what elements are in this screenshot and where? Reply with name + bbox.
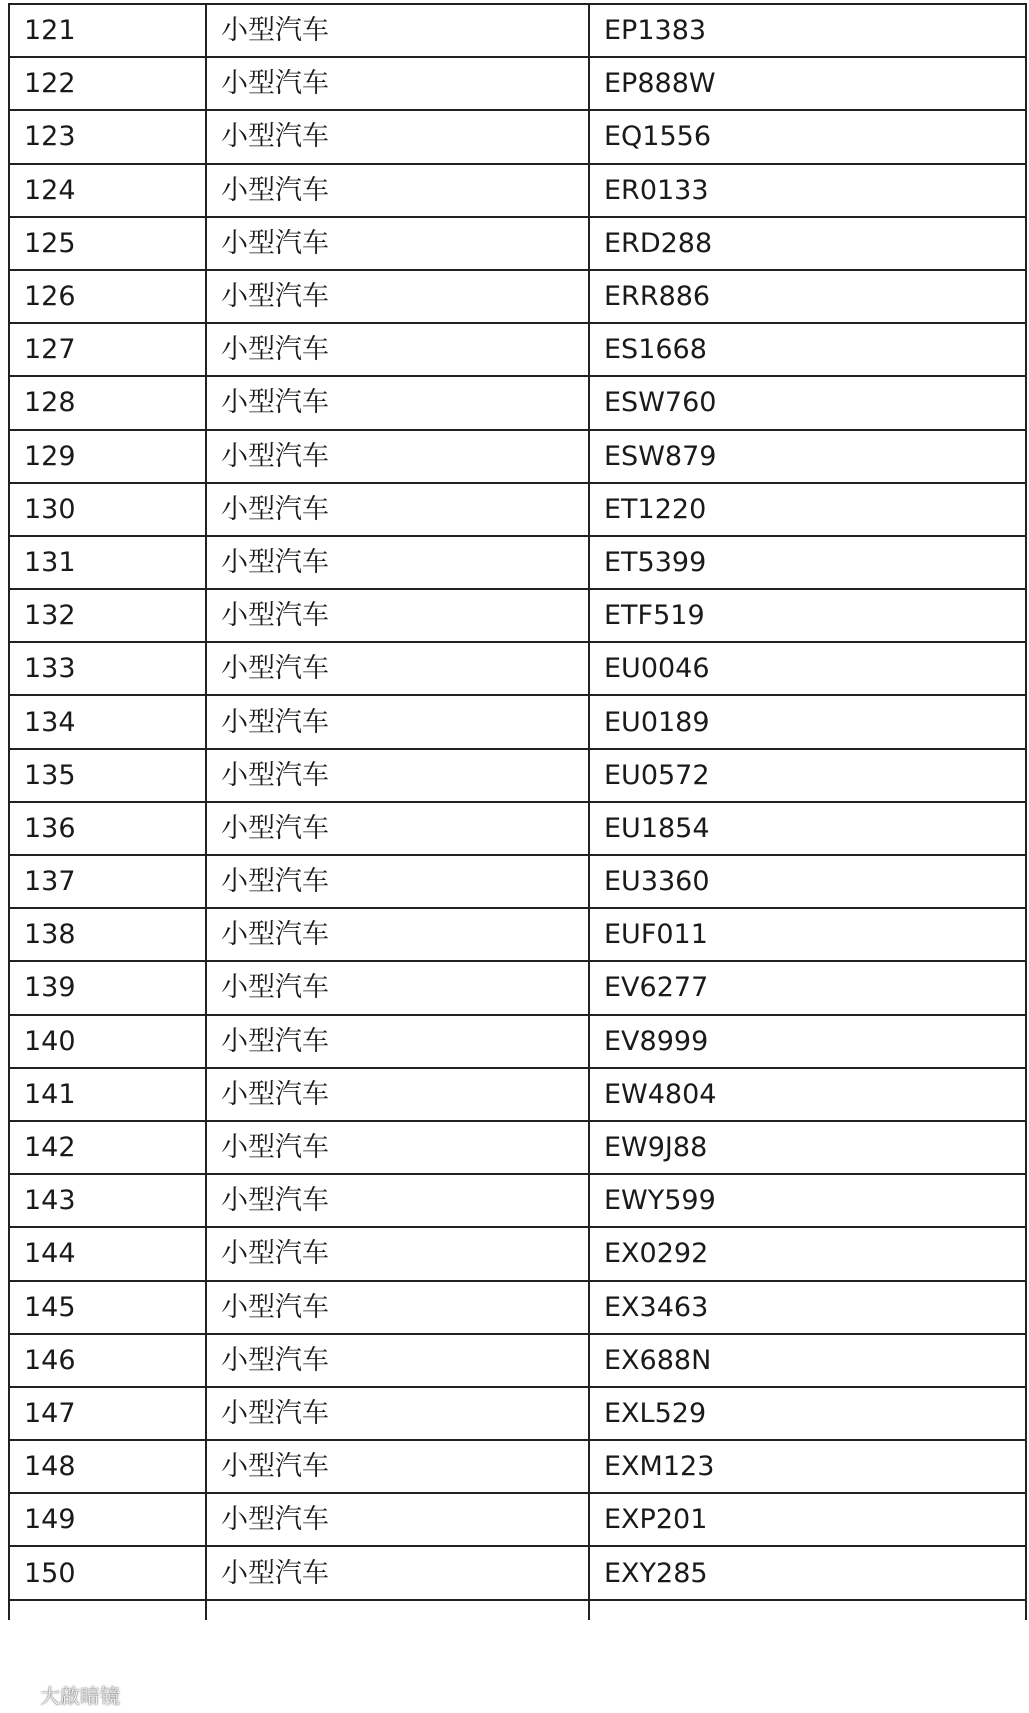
table-row	[9, 270, 1026, 323]
row-number-cell: 149	[9, 1493, 206, 1546]
table-row	[9, 430, 1026, 483]
vehicle-type-cell: 小型汽车	[206, 1387, 589, 1440]
vehicle-type-cell: 小型汽车	[206, 164, 589, 217]
table-row	[9, 1281, 1026, 1334]
row-number-cell: 141	[9, 1068, 206, 1121]
table-row	[9, 749, 1026, 802]
vehicle-type-cell: 小型汽车	[206, 536, 589, 589]
plate-number-cell: EU0572	[589, 749, 1026, 802]
plate-number-cell: EWY599	[589, 1174, 1026, 1227]
row-number-cell: 130	[9, 483, 206, 536]
plate-number-cell: EP888W	[589, 57, 1026, 110]
vehicle-type-cell: 小型汽车	[206, 270, 589, 323]
plate-number-cell: ES1668	[589, 323, 1026, 376]
plate-number-cell: ESW879	[589, 430, 1026, 483]
row-number-cell: 132	[9, 589, 206, 642]
vehicle-type-cell: 小型汽车	[206, 589, 589, 642]
row-number-cell: 143	[9, 1174, 206, 1227]
vehicle-type-cell: 小型汽车	[206, 802, 589, 855]
row-number-cell: 129	[9, 430, 206, 483]
table-row	[9, 589, 1026, 642]
table-row	[9, 961, 1026, 1014]
table-row	[9, 1174, 1026, 1227]
plate-number-cell: ERD288	[589, 217, 1026, 270]
table-row	[9, 1227, 1026, 1280]
row-number-cell: 145	[9, 1281, 206, 1334]
row-number-cell: 127	[9, 323, 206, 376]
vehicle-type-cell: 小型汽车	[206, 1227, 589, 1280]
row-number-cell: 123	[9, 110, 206, 163]
table-row	[9, 695, 1026, 748]
row-number-cell: 122	[9, 57, 206, 110]
table-row	[9, 1493, 1026, 1546]
row-number-cell: 138	[9, 908, 206, 961]
table-cell-empty	[9, 1600, 206, 1620]
vehicle-type-cell: 小型汽车	[206, 642, 589, 695]
row-number-cell: 121	[9, 4, 206, 57]
vehicle-type-cell: 小型汽车	[206, 1174, 589, 1227]
plate-number-cell: EQ1556	[589, 110, 1026, 163]
table-row-partial	[9, 1600, 1026, 1620]
plate-number-cell: ET5399	[589, 536, 1026, 589]
vehicle-type-cell: 小型汽车	[206, 1334, 589, 1387]
table-cell-empty	[589, 1600, 1026, 1620]
watermark	[14, 1680, 120, 1709]
weibo-logo-icon	[14, 1686, 36, 1704]
table-row	[9, 1068, 1026, 1121]
row-number-cell: 135	[9, 749, 206, 802]
vehicle-type-cell: 小型汽车	[206, 1121, 589, 1174]
vehicle-type-cell: 小型汽车	[206, 110, 589, 163]
row-number-cell: 150	[9, 1546, 206, 1599]
row-number-cell: 139	[9, 961, 206, 1014]
plate-number-cell: EX688N	[589, 1334, 1026, 1387]
table-row	[9, 57, 1026, 110]
vehicle-type-cell: 小型汽车	[206, 749, 589, 802]
vehicle-plate-table	[8, 3, 1027, 1620]
plate-number-cell: EXM123	[589, 1440, 1026, 1493]
table-row	[9, 4, 1026, 57]
row-number-cell: 140	[9, 1015, 206, 1068]
vehicle-type-cell: 小型汽车	[206, 4, 589, 57]
vehicle-type-cell: 小型汽车	[206, 1068, 589, 1121]
watermark-text: 大啟暗镜	[40, 1684, 120, 1708]
plate-number-cell: ETF519	[589, 589, 1026, 642]
row-number-cell: 136	[9, 802, 206, 855]
row-number-cell: 144	[9, 1227, 206, 1280]
plate-number-cell: EUF011	[589, 908, 1026, 961]
table-cell-empty	[206, 1600, 589, 1620]
vehicle-type-cell: 小型汽车	[206, 217, 589, 270]
table-row	[9, 1015, 1026, 1068]
plate-number-cell: EW9J88	[589, 1121, 1026, 1174]
table-row	[9, 908, 1026, 961]
plate-number-cell: EU0046	[589, 642, 1026, 695]
plate-number-cell: EW4804	[589, 1068, 1026, 1121]
table-row	[9, 1387, 1026, 1440]
vehicle-type-cell: 小型汽车	[206, 376, 589, 429]
vehicle-type-cell: 小型汽车	[206, 1440, 589, 1493]
row-number-cell: 146	[9, 1334, 206, 1387]
row-number-cell: 148	[9, 1440, 206, 1493]
plate-number-cell: EXY285	[589, 1546, 1026, 1599]
table-row	[9, 110, 1026, 163]
plate-number-cell: EX3463	[589, 1281, 1026, 1334]
row-number-cell: 137	[9, 855, 206, 908]
table-row	[9, 164, 1026, 217]
vehicle-type-cell: 小型汽车	[206, 1546, 589, 1599]
vehicle-type-cell: 小型汽车	[206, 1281, 589, 1334]
plate-number-cell: EP1383	[589, 4, 1026, 57]
table-row	[9, 855, 1026, 908]
table-body	[9, 4, 1026, 1620]
row-number-cell: 147	[9, 1387, 206, 1440]
plate-number-cell: ESW760	[589, 376, 1026, 429]
vehicle-type-cell: 小型汽车	[206, 430, 589, 483]
row-number-cell: 128	[9, 376, 206, 429]
plate-number-cell: EU0189	[589, 695, 1026, 748]
vehicle-plate-table-container	[8, 3, 1025, 1620]
plate-number-cell: EXP201	[589, 1493, 1026, 1546]
table-row	[9, 323, 1026, 376]
vehicle-type-cell: 小型汽车	[206, 1015, 589, 1068]
table-row	[9, 642, 1026, 695]
vehicle-type-cell: 小型汽车	[206, 1493, 589, 1546]
table-row	[9, 802, 1026, 855]
row-number-cell: 142	[9, 1121, 206, 1174]
table-row	[9, 217, 1026, 270]
row-number-cell: 133	[9, 642, 206, 695]
row-number-cell: 124	[9, 164, 206, 217]
table-row	[9, 1440, 1026, 1493]
table-row	[9, 1546, 1026, 1599]
table-row	[9, 1121, 1026, 1174]
vehicle-type-cell: 小型汽车	[206, 855, 589, 908]
plate-number-cell: EX0292	[589, 1227, 1026, 1280]
plate-number-cell: ET1220	[589, 483, 1026, 536]
plate-number-cell: EV6277	[589, 961, 1026, 1014]
vehicle-type-cell: 小型汽车	[206, 961, 589, 1014]
row-number-cell: 134	[9, 695, 206, 748]
row-number-cell: 126	[9, 270, 206, 323]
plate-number-cell: EU1854	[589, 802, 1026, 855]
vehicle-type-cell: 小型汽车	[206, 695, 589, 748]
table-row	[9, 536, 1026, 589]
row-number-cell: 131	[9, 536, 206, 589]
vehicle-type-cell: 小型汽车	[206, 57, 589, 110]
vehicle-type-cell: 小型汽车	[206, 323, 589, 376]
vehicle-type-cell: 小型汽车	[206, 483, 589, 536]
table-row	[9, 1334, 1026, 1387]
row-number-cell: 125	[9, 217, 206, 270]
table-row	[9, 376, 1026, 429]
vehicle-type-cell: 小型汽车	[206, 908, 589, 961]
plate-number-cell: EU3360	[589, 855, 1026, 908]
table-row	[9, 483, 1026, 536]
plate-number-cell: EV8999	[589, 1015, 1026, 1068]
plate-number-cell: EXL529	[589, 1387, 1026, 1440]
plate-number-cell: ER0133	[589, 164, 1026, 217]
plate-number-cell: ERR886	[589, 270, 1026, 323]
